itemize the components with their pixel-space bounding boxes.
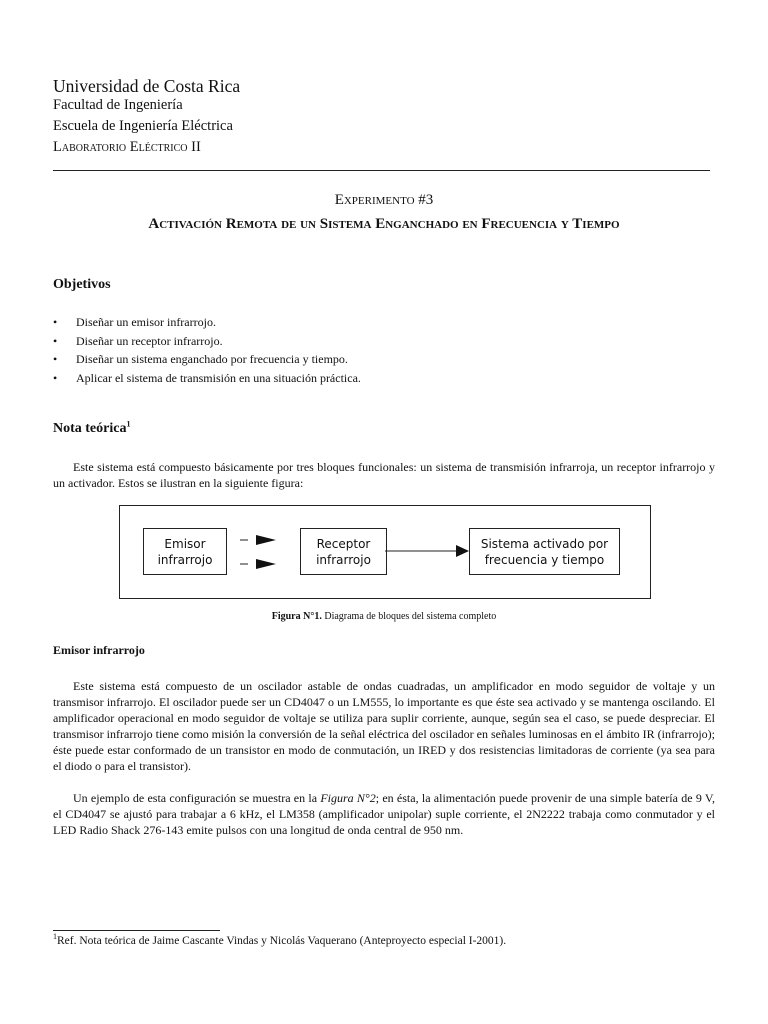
header-divider (53, 170, 710, 171)
footnote-ref: 1 (126, 419, 131, 429)
faculty-name: Facultad de Ingeniería (53, 97, 183, 113)
activated-system-block: Sistema activado por frecuencia y tiempo (469, 528, 620, 575)
list-item: • Aplicar el sistema de transmisión en una situación práctica. (53, 369, 361, 388)
theory-intro: Este sistema está compuesto básicamente por tres bloques funcionales: un sistema de transmisión infrarroja, un receptor infrarrojo y un activador. Estos se ilustran en la siguiente figura: (53, 460, 715, 490)
arrow-icon (456, 545, 469, 557)
footnote-divider (53, 930, 220, 931)
objectives-heading: Objetivos (53, 277, 111, 292)
figure-caption: Figura N°1. Diagrama de bloques del sistema completo (271, 611, 497, 622)
objectives-list (53, 313, 361, 387)
receiver-block: Receptor infrarrojo (300, 528, 387, 575)
bullet-icon: • (53, 315, 58, 329)
bullet-icon: • (53, 370, 58, 385)
bullet-icon: • (53, 333, 58, 348)
arrow-icon (256, 535, 276, 545)
list-item: • Diseñar un receptor infrarrojo. (53, 332, 361, 351)
emitter-paragraph-1: Este sistema está compuesto de un oscilador astable de ondas cuadradas, un amplificador en modo seguidor de voltaje y un transmisor infrarrojo. El oscilador puede ser un CD4047 o un LM555, lo importante es que éste sea activado y se mantenga oscilando. El amplificador operacional en modo seguidor de voltaje se utiliza para suplir corriente, aunque, según sea el caso, se puede despreciar. El transmisor infrarrojo tiene como misión la conversión de la señal eléctrica del oscilador en señales luminosas en el ámbito IR (infrarrojo); éste puede estar conformado de un transistor en modo de conmutación, un IRED y dos resistencias limitadoras de corriente (ya sea para el diodo o para el transistor). (53, 679, 715, 773)
emitter-paragraph-2: Un ejemplo de esta configuración se muestra en la Figura N°2; en ésta, la alimentación puede provenir de una simple batería de 9 V, el CD4047 se ajustó para trabajar a 6 kHz, el LM358 (amplificador unipolar) suple corriente, el 2N2222 trabaja como conmutador y el LED Radio Shack 276-143 emite pulsos con una longitud de onda central de 950 nm. (53, 791, 715, 837)
footnote: $^1$Ref. Nota teórica de Jaime Cascante Vindas y Nicolás Vaquerano (Anteproyecto especial I-2001). (53, 932, 507, 947)
emitter-heading: Emisor infrarrojo (53, 643, 145, 657)
emitter-block: Emisor infrarrojo (143, 528, 227, 575)
arrow-icon (256, 559, 276, 569)
experiment-label: Experimento #3 (334, 192, 434, 208)
school-name: Escuela de Ingeniería Eléctrica (53, 118, 233, 134)
university-name: Universidad de Costa Rica (53, 76, 241, 96)
experiment-title: Activación Remota de un Sistema Enganchado en Frecuencia y Tiempo (148, 216, 620, 232)
list-item: • Diseñar un emisor infrarrojo. (53, 313, 361, 332)
list-item: • Diseñar un sistema enganchado por frecuencia y tiempo. (53, 350, 361, 369)
figure-reference: Figura N°2 (320, 791, 376, 805)
block-diagram (119, 505, 651, 599)
bullet-icon: • (53, 352, 58, 366)
theory-heading: Nota teórica$^1$ (53, 419, 131, 436)
lab-name: Laboratorio Eléctrico II (53, 139, 201, 155)
